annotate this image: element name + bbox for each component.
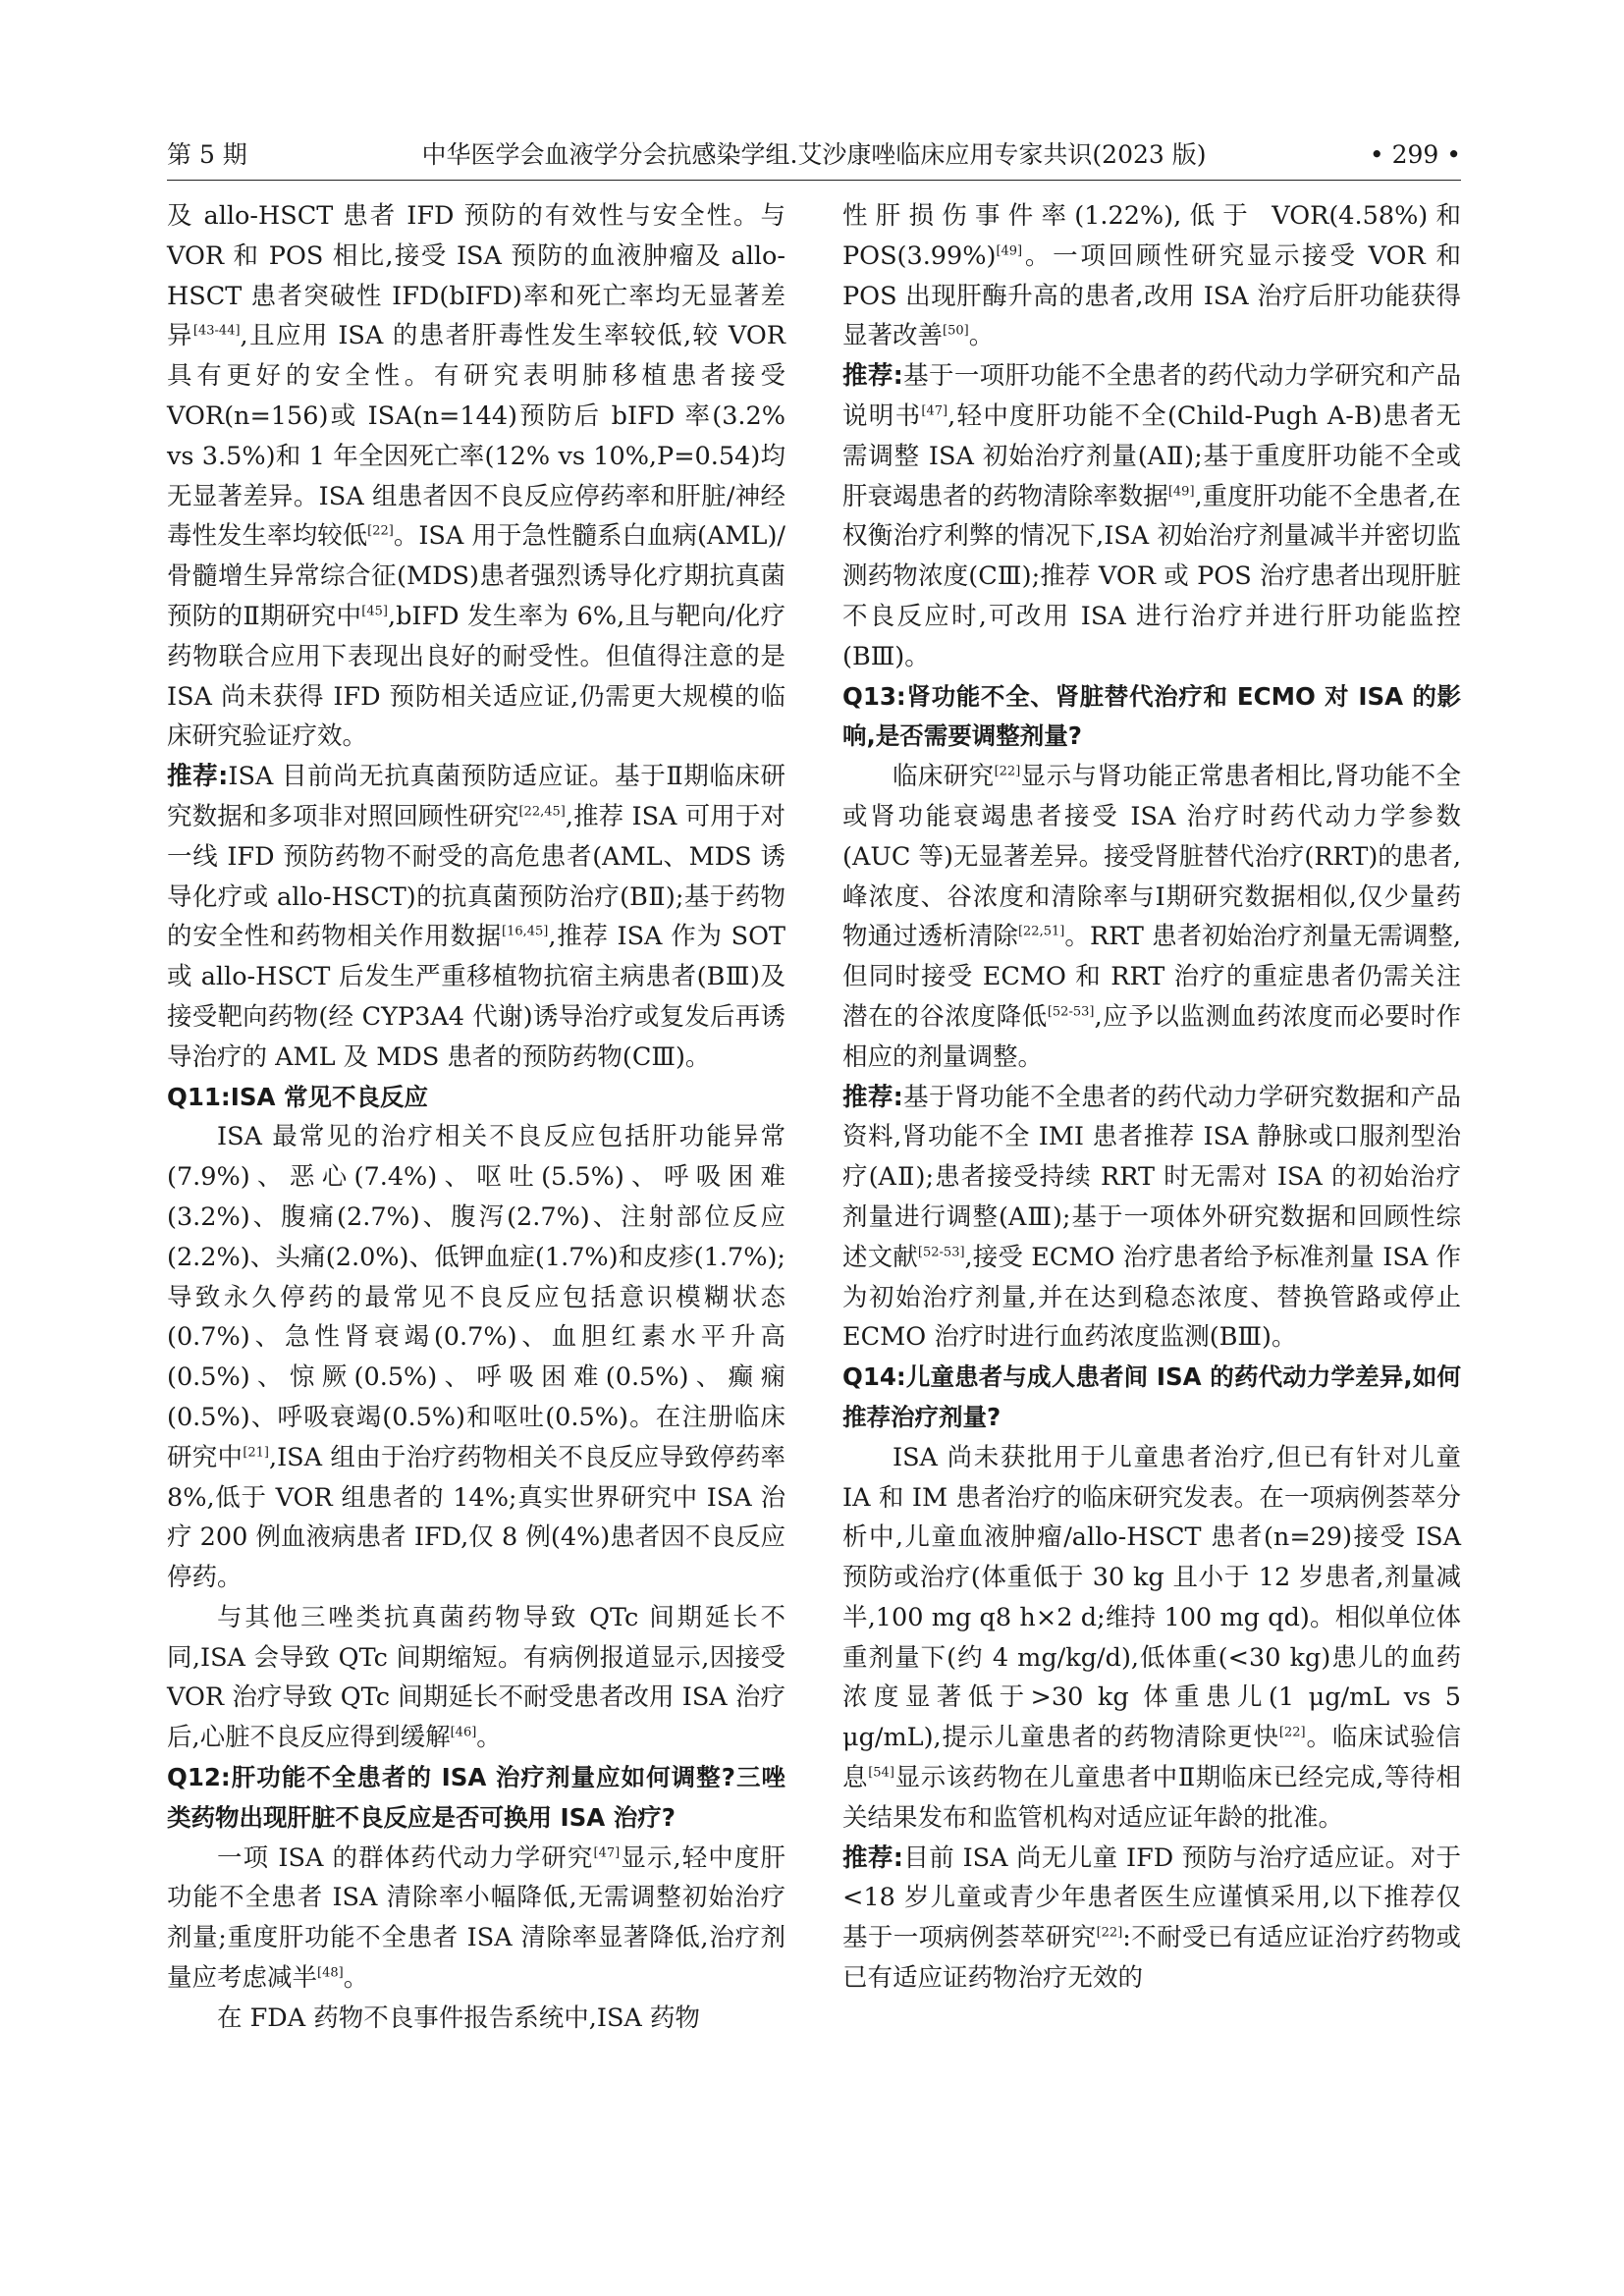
section-heading-q11: Q11:ISA 常见不良反应 (167, 1082, 428, 1111)
citation: [47] (921, 403, 948, 419)
citation: [45] (361, 604, 388, 619)
right-column (842, 196, 1461, 1999)
citation: [54] (868, 1765, 894, 1781)
citation: [50] (943, 323, 969, 339)
citation: [16,45] (502, 924, 549, 939)
recommendation-label: 推荐: (842, 361, 903, 392)
citation: [22] (1096, 1925, 1123, 1941)
citation: [43-44] (192, 323, 241, 339)
citation: [52-53] (1047, 1004, 1095, 1020)
recommendation-label: 推荐: (167, 762, 229, 792)
paragraph: 与其他三唑类抗真菌药物导致 QTc 间期延长不同,ISA 会导致 QTc 间期缩短。有病例报道显示,因接受 VOR 治疗导致 QTc 间期延长不耐受患者改用 ISA 治疗后,心脏不良反应得到缓解[46]。 (167, 1602, 785, 1753)
recommendation: 推荐:ISA 目前尚无抗真菌预防适应证。基于Ⅱ期临床研究数据和多项非对照回顾性研究[22,45],推荐 ISA 可用于对一线 IFD 预防药物不耐受的高危患者(AML、MDS 诱导化疗或 allo-HSCT)的抗真菌预防治疗(BⅡ);基于药物的安全性和药物相关作用数据[16,45],推荐 ISA 作为 SOT 或 allo-HSCT 后发生严重移植物抗宿主病患者(BⅢ)及接受靶向药物(经 CYP3A4 代谢)诱导治疗或复发后再诱导治疗的 AML 及 MDS 患者的预防药物(CⅢ)。 (167, 762, 785, 1072)
paragraph: ISA 尚未获批用于儿童患者治疗,但已有针对儿童 IA 和 IM 患者治疗的临床研究发表。在一项病例荟萃分析中,儿童血液肿瘤/allo-HSCT 患者(n=29)接受 ISA 预防或治疗(体重低于 30 kg 且小于 12 岁患者,剂量减半,100 mg q8 h×2 d;维持 100 mg qd)。相似单位体重剂量下(约 4 mg/kg/d),低体重(<30 kg)患儿的血药浓度显著低于>30 kg 体重患儿(1 μg/mL vs 5 μg/mL),提示儿童患者的药物清除更快[22]。临床试验信息[54]显示该药物在儿童患者中Ⅱ期临床已经完成,等待相关结果发布和监管机构对适应证年龄的批准。 (842, 1442, 1461, 1833)
paragraph: 在 FDA 药物不良事件报告系统中,ISA 药物 (217, 2002, 700, 2033)
left-column (167, 196, 785, 2039)
running-header (167, 135, 1461, 175)
citation: [52-53] (917, 1245, 965, 1260)
running-title: 中华医学会血液学分会抗感染学组.艾沙康唑临床应用专家共识(2023 版) (421, 140, 1207, 169)
issue-number: 第 5 期 (167, 140, 247, 169)
citation: [47] (593, 1845, 621, 1861)
citation: [22] (994, 764, 1021, 779)
recommendation-label: 推荐: (842, 1842, 903, 1873)
paragraph: 临床研究[22]显示与肾功能正常患者相比,肾功能不全或肾功能衰竭患者接受 ISA 治疗时药代动力学参数(AUC 等)无显著差异。接受肾脏替代治疗(RRT)的患者,峰浓度、谷浓度和清除率与Ⅰ期研究数据相似,仅少量药物通过透析清除[22,51]。RRT 患者初始治疗剂量无需调整,但同时接受 ECMO 和 RRT 治疗的重症患者仍需关注潜在的谷浓度降低[52-53],应予以监测血药浓度而必要时作相应的剂量调整。 (842, 762, 1461, 1072)
citation: [22,45] (518, 804, 566, 820)
citation: [22,51] (1017, 924, 1065, 939)
recommendation: 推荐:基于肾功能不全患者的药代动力学研究数据和产品资料,肾功能不全 IMI 患者推荐 ISA 静脉或口服剂型治疗(AⅡ);患者接受持续 RRT 时无需对 ISA 的初始治疗剂量进行调整(AⅢ);基于一项体外研究数据和回顾性综述文献[52-53],接受 ECMO 治疗患者给予标准剂量 ISA 作为初始治疗剂量,并在达到稳态浓度、替换管路或停止 ECMO 治疗时进行血药浓度监测(BⅢ)。 (842, 1082, 1461, 1353)
recommendation-label: 推荐: (842, 1082, 903, 1112)
citation: [22] (367, 523, 394, 539)
citation: [49] (996, 243, 1023, 259)
citation: [21] (243, 1445, 269, 1461)
citation: [49] (1167, 484, 1195, 500)
citation: [22] (1278, 1725, 1306, 1740)
paragraph: ISA 最常见的治疗相关不良反应包括肝功能异常(7.9%)、恶心(7.4%)、呕吐(5.5%)、呼吸困难(3.2%)、腹痛(2.7%)、腹泻(2.7%)、注射部位反应(2.2%)、头痛(2.0%)、低钾血症(1.7%)和皮疹(1.7%);导致永久停药的最常见不良反应包括意识模糊状态(0.7%)、急性肾衰竭(0.7%)、血胆红素水平升高(0.5%)、惊厥(0.5%)、呼吸困难(0.5%)、癫痫(0.5%)、呼吸衰竭(0.5%)和呕吐(0.5%)。在注册临床研究中[21],ISA 组由于治疗药物相关不良反应导致停药率 8%,低于 VOR 组患者的 14%;真实世界研究中 ISA 治疗 200 例血液病患者 IFD,仅 8 例(4%)患者因不良反应停药。 (167, 1122, 785, 1593)
section-heading-q12: Q12:肝功能不全患者的 ISA 治疗剂量应如何调整?三唑类药物出现肝脏不良反应是否可换用 ISA 治疗? (167, 1763, 785, 1832)
citation: [46] (450, 1725, 477, 1740)
section-heading-q13: Q13:肾功能不全、肾脏替代治疗和 ECMO 对 ISA 的影响,是否需要调整剂量? (842, 681, 1461, 751)
citation: [48] (317, 1965, 344, 1981)
section-heading-q14: Q14:儿童患者与成人患者间 ISA 的药代动力学差异,如何推荐治疗剂量? (842, 1362, 1461, 1431)
page-number: • 299 • (1369, 140, 1461, 169)
paragraph: 一项 ISA 的群体药代动力学研究[47]显示,轻中度肝功能不全患者 ISA 清除率小幅降低,无需调整初始治疗剂量;重度肝功能不全患者 ISA 清除率显著降低,治疗剂量应考虑减半[48]。 (167, 1842, 786, 1994)
header-rule (167, 180, 1461, 181)
recommendation: 推荐:基于一项肝功能不全患者的药代动力学研究和产品说明书[47],轻中度肝功能不全(Child-Pugh A-B)患者无需调整 ISA 初始治疗剂量(AⅡ);基于重度肝功能不全或肝衰竭患者的药物清除率数据[49],重度肝功能不全患者,在权衡治疗利弊的情况下,ISA 初始治疗剂量减半并密切监测药物浓度(CⅢ);推荐 VOR 或 POS 治疗患者出现肝脏不良反应时,可改用 ISA 进行治疗并进行肝功能监控(BⅢ)。 (842, 361, 1461, 671)
paragraph: 性肝损伤事件率(1.22%),低于 VOR(4.58%)和 POS(3.99%)[49]。一项回顾性研究显示接受 VOR 和 POS 出现肝酶升高的患者,改用 ISA 治疗后肝功能获得显著改善[50]。 (842, 201, 1461, 351)
paragraph: 及 allo-HSCT 患者 IFD 预防的有效性与安全性。与 VOR 和 POS 相比,接受 ISA 预防的血液肿瘤及 allo-HSCT 患者突破性 IFD(bIFD)率和死亡率均无显著差异[43-44],且应用 ISA 的患者肝毒性发生率较低,较 VOR 具有更好的安全性。有研究表明肺移植患者接受 VOR(n=156)或 ISA(n=144)预防后 bIFD 率(3.2% vs 3.5%)和 1 年全因死亡率(12% vs 10%,P=0.54)均无显著差异。ISA 组患者因不良反应停药率和肝脏/神经毒性发生率均较低[22]。ISA 用于急性髓系白血病(AML)/骨髓增生异常综合征(MDS)患者强烈诱导化疗期抗真菌预防的Ⅱ期研究中[45],bIFD 发生率为 6%,且与靶向/化疗药物联合应用下表现出良好的耐受性。但值得注意的是 ISA 尚未获得 IFD 预防相关适应证,仍需更大规模的临床研究验证疗效。 (167, 201, 785, 752)
recommendation: 推荐:目前 ISA 尚无儿童 IFD 预防与治疗适应证。对于<18 岁儿童或青少年患者医生应谨慎采用,以下推荐仅基于一项病例荟萃研究[22]:不耐受已有适应证治疗药物或已有适应证药物治疗无效的 (842, 1842, 1462, 1994)
